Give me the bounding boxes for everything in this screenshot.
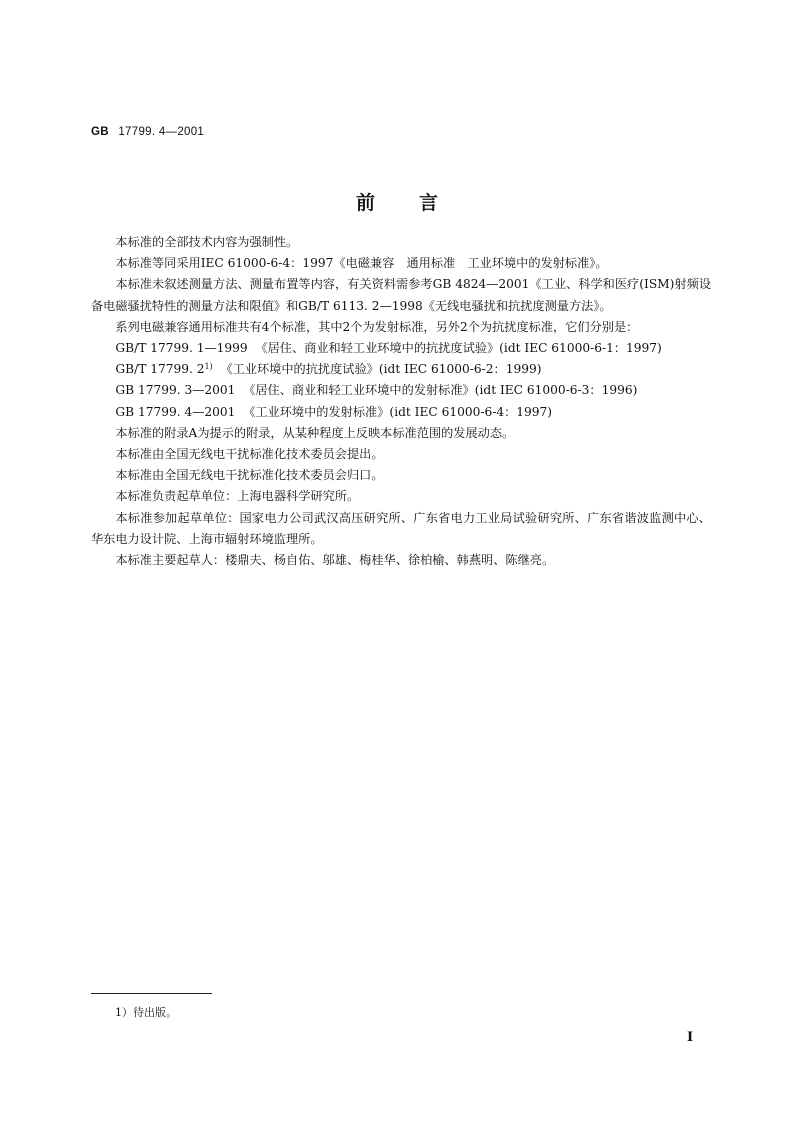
standard-item-code: GB 17799. 4—2001 <box>115 404 236 419</box>
standard-item <box>91 359 711 380</box>
standard-item-desc: 《居住、商业和轻工业环境中的发射标准》(idt IEC 61000-6-3：1996) <box>243 383 638 398</box>
standard-code <box>91 126 204 138</box>
standard-item-code: GB 17799. 3—2001 <box>115 383 236 398</box>
paragraph: 本标准负责起草单位：上海电器科学研究所。 <box>115 489 360 504</box>
standard-item-desc: 《居住、商业和轻工业环境中的抗扰度试验》(idt IEC 61000-6-1：1997) <box>255 341 662 356</box>
paragraph: 本标准由全国无线电干扰标准化技术委员会归口。 <box>115 468 384 483</box>
standard-item-desc: 《工业环境中的抗扰度试验》(idt IEC 61000-6-2：1999) <box>220 362 542 377</box>
document-body <box>91 232 711 571</box>
paragraph: 本标准由全国无线电干扰标准化技术委员会提出。 <box>115 447 384 462</box>
paragraph: 本标准的附录A为提示的附录，从某种程度上反映本标准范围的发展动态。 <box>115 425 515 440</box>
paragraph: 系列电磁兼容通用标准共有4个标准，其中2个为发射标准，另外2个为抗扰度标准，它们分别是： <box>115 319 639 334</box>
paragraph: 本标准参加起草单位：国家电力公司武汉高压研究所、广东省电力工业局试验研究所、广东省谐波监测中心、华东电力设计院、上海市辐射环境监理所。 <box>91 510 711 546</box>
paragraph: 本标准的全部技术内容为强制性。 <box>115 235 299 249</box>
standard-item <box>91 338 711 359</box>
standard-item-desc: 《工业环境中的发射标准》(idt IEC 61000-6-4：1997) <box>243 404 553 419</box>
page-title: 前言 <box>355 192 482 214</box>
paragraph: 本标准等同采用IEC 61000-6-4：1997《电磁兼容 通用标准 工业环境中的发射标准》。 <box>115 256 608 271</box>
page-number: Ⅰ <box>687 1030 694 1045</box>
standard-item <box>91 402 711 423</box>
footnote-divider <box>91 993 212 994</box>
footnote-marker: 1) <box>204 362 213 372</box>
standard-prefix: GB <box>91 126 109 138</box>
standard-item-code: GB/T 17799. 2 <box>115 362 205 377</box>
standard-item-code: GB/T 17799. 1—1999 <box>115 341 248 356</box>
standard-item <box>91 380 711 401</box>
paragraph: 本标准主要起草人：楼鼎夫、杨自佑、邬雄、梅桂华、徐柏榆、韩燕明、陈继亮。 <box>115 553 555 568</box>
footnote: 1）待出版。 <box>115 1006 177 1019</box>
standard-number: 17799. 4—2001 <box>118 126 205 138</box>
paragraph: 本标准未叙述测量方法、测量布置等内容，有关资料需参考GB 4824—2001《工业、科学和医疗(ISM)射频设备电磁骚扰特性的测量方法和限值》和GB/T 6113. 2—1998《无线电骚扰和抗扰度测量方法》。 <box>91 277 711 313</box>
